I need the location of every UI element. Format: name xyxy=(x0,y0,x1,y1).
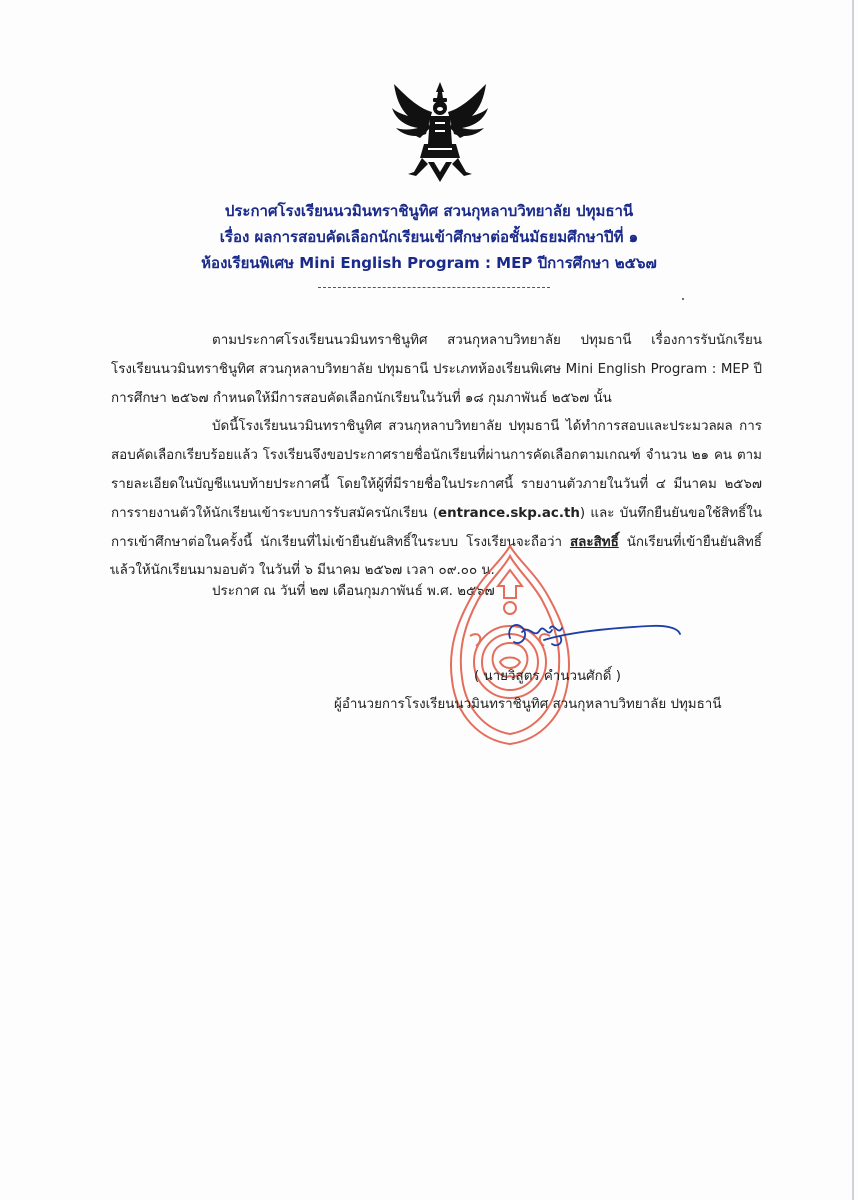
director-signature xyxy=(500,610,690,670)
scan-edge-divider xyxy=(852,0,854,1200)
paragraph-2-text-c: นักเรียนที่เข้ายืนยันสิทธิ์แล้วให้นักเรียนมามอบตัว ในวันที่ ๖ มีนาคม ๒๕๖๗ เวลา ๐๙.๐๐ น. xyxy=(111,534,762,579)
scan-speck xyxy=(682,298,684,300)
header-divider xyxy=(318,287,550,288)
paragraph-2-text-b: ) และ บันทึกยืนยันขอใช้สิทธิ์ในการเข้าศึกษาต่อในครั้งนี้ นักเรียนที่ไม่เข้ายืนยันสิทธิ์ในระบบ โรงเรียนจะถือว่า xyxy=(111,505,762,550)
waiver-emphasis: สละสิทธิ์ xyxy=(570,534,619,550)
body-paragraph-1: ตามประกาศโรงเรียนนวมินทราชินูทิศ สวนกุหลาบวิทยาลัย ปทุมธานี เรื่องการรับนักเรียน โรงเรียนนวมินทราชินูทิศ สวนกุหลาบวิทยาลัย ปทุมธานี ประเภทห้องเรียนพิเศษ Mini English Program : MEP ปีการศึกษา ๒๕๖๗ กำหนดให้มีการสอบคัดเลือกนักเรียนในวันที่ ๑๘ กุมภาพันธ์ ๒๕๖๗ นั้น xyxy=(111,333,762,406)
garuda-emblem-icon xyxy=(388,78,492,184)
signer-name: ( นายวิสูตร คำนวนศักดิ์ ) xyxy=(474,669,621,684)
body-paragraph-2 xyxy=(111,413,762,586)
paragraph-2-text-a: บัดนี้โรงเรียนนวมินทราชินูทิศ สวนกุหลาบวิทยาลัย ปทุมธานี ได้ทำการสอบและประมวลผล การสอบคัดเลือกเรียบร้อยแล้ว โรงเรียนจึงขอประกาศรายชื่อนักเรียนที่ผ่านการคัดเลือกตามเกณฑ์ จำนวน ๒๑ คน ตามรายละเอียดในบัญชีแนบท้ายประกาศนี้ โดยให้ผู้ที่มีรายชื่อในประกาศนี้ รายงานตัวภายในวันที่ ๔ มีนาคม ๒๕๖๗ การรายงานตัวให้นักเรียนเข้าระบบการรับสมัครนักเรียน ( xyxy=(111,419,762,521)
header-subject-line: เรื่อง ผลการสอบคัดเลือกนักเรียนเข้าศึกษาต่อชั้นมัธยมศึกษาปีที่ ๑ xyxy=(219,228,639,246)
announcement-body xyxy=(111,327,762,586)
announcement-date: ประกาศ ณ วันที่ ๒๗ เดือนกุมภาพันธ์ พ.ศ. ๒๕๖๗ xyxy=(212,584,495,599)
header-program-line: ห้องเรียนพิเศษ Mini English Program : MEP ปีการศึกษา ๒๕๖๗ xyxy=(201,254,657,272)
entrance-url: entrance.skp.ac.th xyxy=(438,505,580,521)
signer-title: ผู้อำนวยการโรงเรียนนวมินทราชินูทิศ สวนกุหลาบวิทยาลัย ปทุมธานี xyxy=(334,697,722,712)
header-title-line: ประกาศโรงเรียนนวมินทราชินูทิศ สวนกุหลาบวิทยาลัย ปทุมธานี xyxy=(224,202,634,220)
announcement-header xyxy=(0,198,858,276)
